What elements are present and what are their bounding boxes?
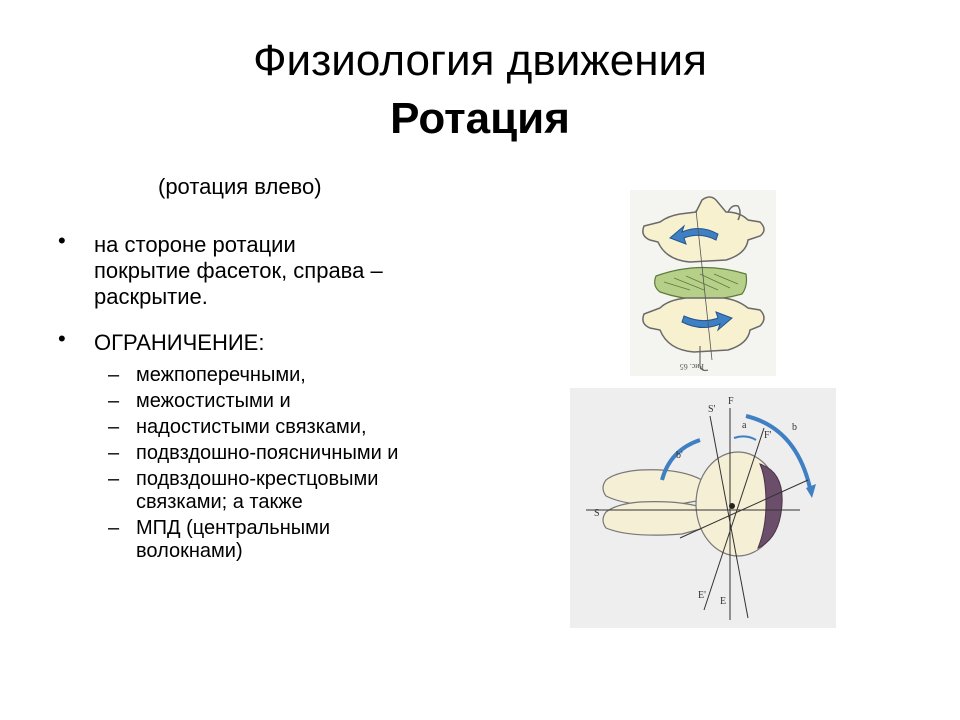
bullet-facets-line-2: покрытие фасеток, справа – [94, 258, 383, 283]
sublist-item [94, 468, 496, 514]
sublist-item [94, 517, 496, 563]
rotation-axes-figure [570, 388, 836, 628]
label-b-prime: b' [676, 450, 683, 461]
sublist-item [94, 442, 496, 465]
label-b: b [792, 422, 797, 433]
sublist-item [94, 390, 496, 413]
label-s: S [594, 508, 600, 519]
dash-marker: – [108, 468, 120, 490]
bullet-marker: • [58, 326, 66, 351]
left-transverse-process-upper [603, 470, 702, 505]
sublist-item-line: волокнами) [136, 540, 243, 562]
sublist-item-line: подвздошно-крестцовыми [136, 468, 379, 490]
bullet-facets [56, 228, 496, 310]
label-f: F [728, 396, 734, 407]
rotation-direction-note: (ротация влево) [158, 174, 322, 199]
sublist-item-line: межпоперечными, [136, 364, 306, 386]
dash-marker: – [108, 517, 120, 539]
bullet-facets-line-3: раскрытие. [94, 284, 208, 309]
rotation-center [729, 503, 735, 509]
bullet-marker: • [58, 228, 66, 253]
vertebrae-rotation-figure [630, 190, 776, 376]
figure-caption: Рис. 65 [679, 362, 704, 371]
sublist-item-line: МПД (центральными [136, 517, 331, 539]
label-e: E [720, 596, 727, 607]
bullet-facets-line-1: на стороне ротации [94, 232, 296, 257]
sublist-item [94, 416, 496, 439]
label-f-prime: F' [764, 430, 772, 441]
slide-title [0, 32, 960, 148]
title-line-1: Физиология движения [253, 36, 707, 85]
sublist-item [94, 364, 496, 387]
sublist-item-line: подвздошно-поясничными и [136, 442, 399, 464]
dash-marker: – [108, 364, 120, 386]
label-a: a [742, 420, 747, 431]
left-transverse-process-lower [603, 502, 704, 536]
dash-marker: – [108, 416, 120, 438]
sublist-item-line: межостистыми и [136, 390, 291, 412]
bullet-limitation-heading: ОГРАНИЧЕНИЕ: [94, 330, 265, 355]
label-s-prime: S' [708, 404, 716, 415]
label-e-prime: E' [698, 590, 706, 601]
dash-marker: – [108, 442, 120, 464]
bullet-limitation [56, 326, 496, 563]
sublist-item-line: связками; а также [136, 491, 303, 513]
title-line-2: Ротация [390, 94, 570, 143]
sublist-item-line: надостистыми связками, [136, 416, 367, 438]
bullet-list [56, 228, 496, 566]
dash-marker: – [108, 390, 120, 412]
limitation-sublist [94, 364, 496, 563]
